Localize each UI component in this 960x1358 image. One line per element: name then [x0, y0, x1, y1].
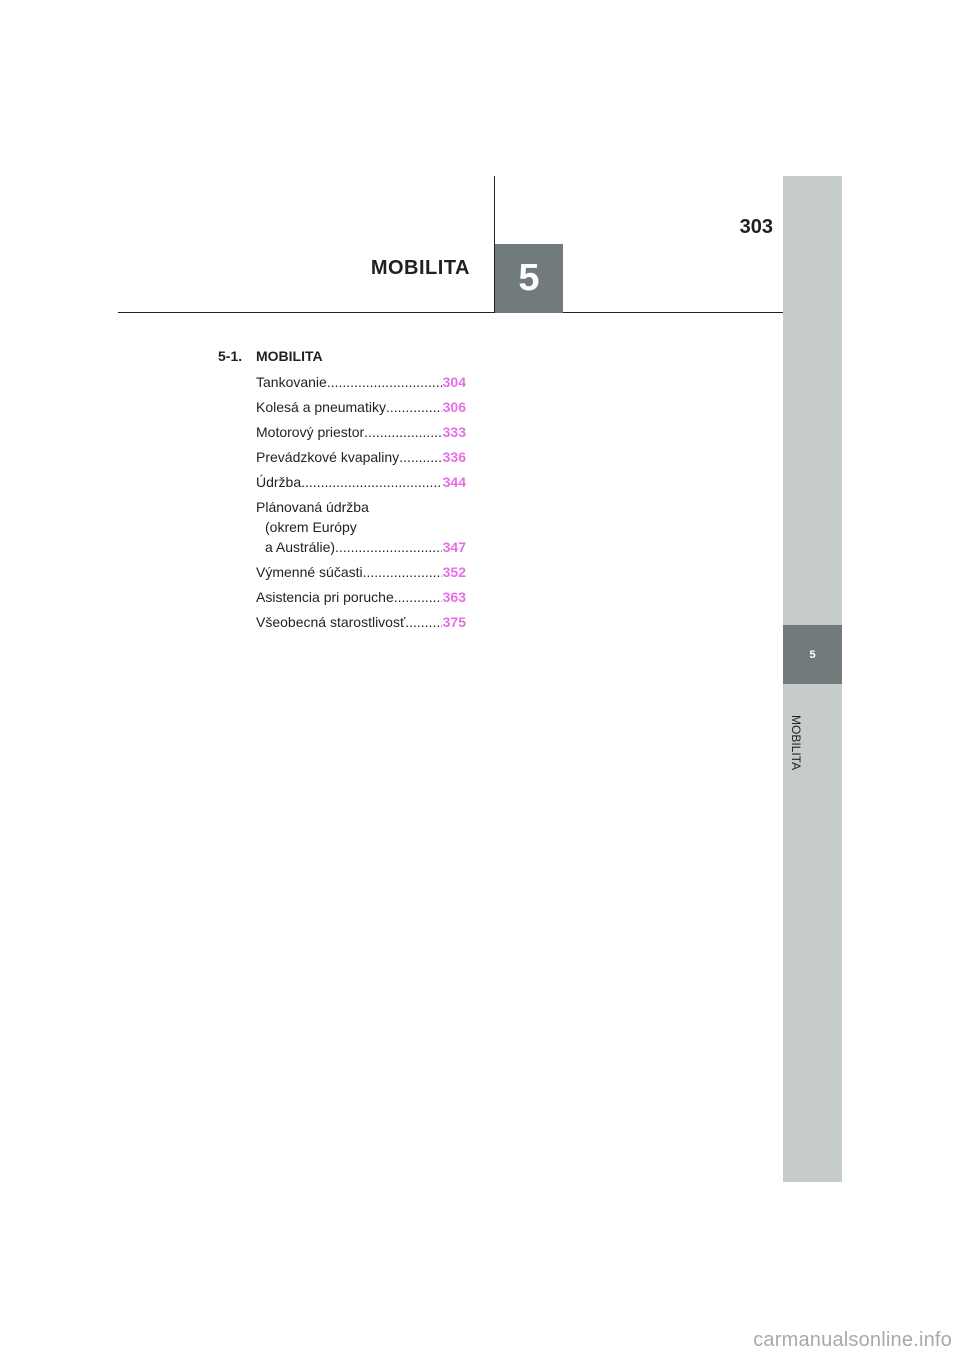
- toc-entry-label: Údržba: [256, 474, 302, 490]
- toc-entry-label: Asistencia pri poruche: [256, 589, 394, 605]
- toc-leader-dots: [399, 447, 441, 467]
- toc-leader-dots: [405, 612, 441, 632]
- toc-leader-dots: [363, 562, 442, 582]
- section-title: MOBILITA: [256, 348, 323, 364]
- toc-entry-multiline[interactable]: [256, 497, 466, 557]
- side-tab-label: MOBILITA: [789, 715, 803, 771]
- toc-leader-dots: [335, 537, 442, 557]
- toc-entry[interactable]: [256, 472, 466, 492]
- header-horizontal-rule: [118, 312, 783, 313]
- toc-page-link[interactable]: 306: [442, 399, 466, 415]
- toc-entry-label: Všeobecná starostlivosť: [256, 614, 406, 630]
- toc-entry-label-line1: Plánovaná údržba: [256, 499, 369, 515]
- table-of-contents: [256, 372, 466, 637]
- toc-leader-dots: [327, 372, 442, 392]
- section-number: 5-1.: [218, 348, 243, 364]
- toc-entry[interactable]: [256, 587, 466, 607]
- toc-page-link[interactable]: 352: [442, 564, 466, 580]
- section-heading: [218, 348, 323, 364]
- toc-leader-dots: [386, 397, 442, 417]
- toc-leader-dots: [394, 587, 442, 607]
- toc-page-link[interactable]: 304: [442, 374, 466, 390]
- toc-entry-label-line3: a Austrálie): [265, 539, 336, 555]
- toc-entry-label: Motorový priestor: [256, 424, 365, 440]
- watermark: carmanualsonline.info: [753, 1329, 952, 1351]
- side-tab-active-number[interactable]: 5: [783, 625, 842, 684]
- toc-entry[interactable]: [256, 612, 466, 632]
- toc-leader-dots: [364, 422, 441, 442]
- toc-page-link[interactable]: 363: [442, 589, 466, 605]
- toc-entry-label: Výmenné súčasti: [256, 564, 363, 580]
- toc-entry[interactable]: [256, 562, 466, 582]
- toc-entry-label-line2: (okrem Európy: [265, 519, 357, 535]
- toc-page-link[interactable]: 333: [442, 424, 466, 440]
- page-number: 303: [739, 216, 773, 238]
- toc-page-link[interactable]: 344: [442, 474, 466, 490]
- toc-entry-last-line: [256, 537, 466, 557]
- chapter-number-box: 5: [495, 244, 563, 313]
- toc-entry[interactable]: [256, 422, 466, 442]
- toc-entry[interactable]: [256, 447, 466, 467]
- chapter-title: MOBILITA: [370, 257, 470, 279]
- toc-page-link[interactable]: 375: [442, 614, 466, 630]
- toc-entry-label: Tankovanie: [256, 374, 327, 390]
- toc-page-link[interactable]: 336: [442, 449, 466, 465]
- toc-leader-dots: [301, 472, 442, 492]
- toc-entry[interactable]: [256, 397, 466, 417]
- toc-entry-label: Kolesá a pneumatiky: [256, 399, 386, 415]
- toc-entry[interactable]: [256, 372, 466, 392]
- toc-page-link[interactable]: 347: [442, 539, 466, 555]
- toc-entry-label: Prevádzkové kvapaliny: [256, 449, 400, 465]
